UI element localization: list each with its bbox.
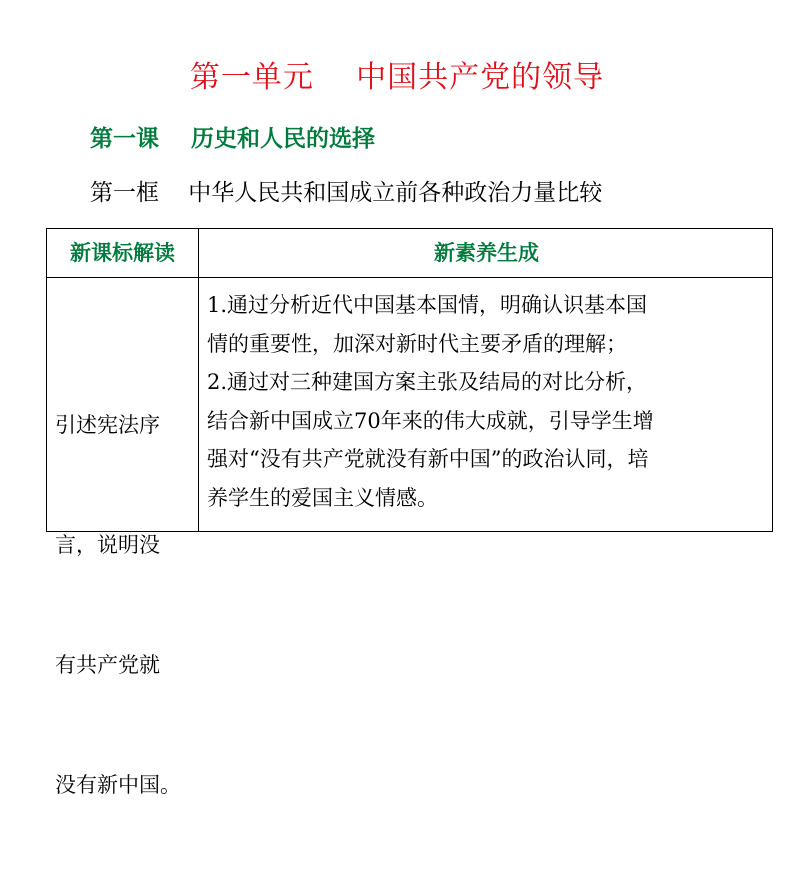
unit-title: 第一单元 中国共产党的领导 (189, 60, 605, 95)
right-line: 结合新中国成立70年来的伟大成就，引导学生增 (207, 408, 654, 433)
curriculum-interpretation-cell (55, 325, 205, 885)
header-new-curriculum: 新课标解读 (70, 241, 175, 265)
lesson-title: 第一课 历史和人民的选择 (90, 125, 376, 152)
left-line: 没有新中国。 (55, 773, 181, 797)
left-line: 有共产党就 (55, 653, 160, 677)
right-line: 1.通过分析近代中国基本国情，明确认识基本国 (207, 293, 648, 317)
left-line: 引述宪法序 (55, 413, 160, 437)
frame-title: 第一框 中华人民共和国成立前各种政治力量比较 (90, 180, 603, 206)
right-line: 2.通过对三种建国方案主张及结局的对比分析， (207, 370, 648, 394)
curriculum-table (46, 228, 773, 797)
right-line: 养学生的爱国主义情感。 (207, 485, 438, 510)
right-line: 情的重要性，加深对新时代主要矛盾的理解； (207, 331, 627, 356)
right-line: 强对“没有共产党就没有新中国”的政治认同，培 (207, 447, 649, 471)
literacy-goals-cell (207, 286, 767, 517)
left-line: 言，说明没 (55, 533, 160, 557)
header-new-literacy: 新素养生成 (434, 241, 539, 265)
